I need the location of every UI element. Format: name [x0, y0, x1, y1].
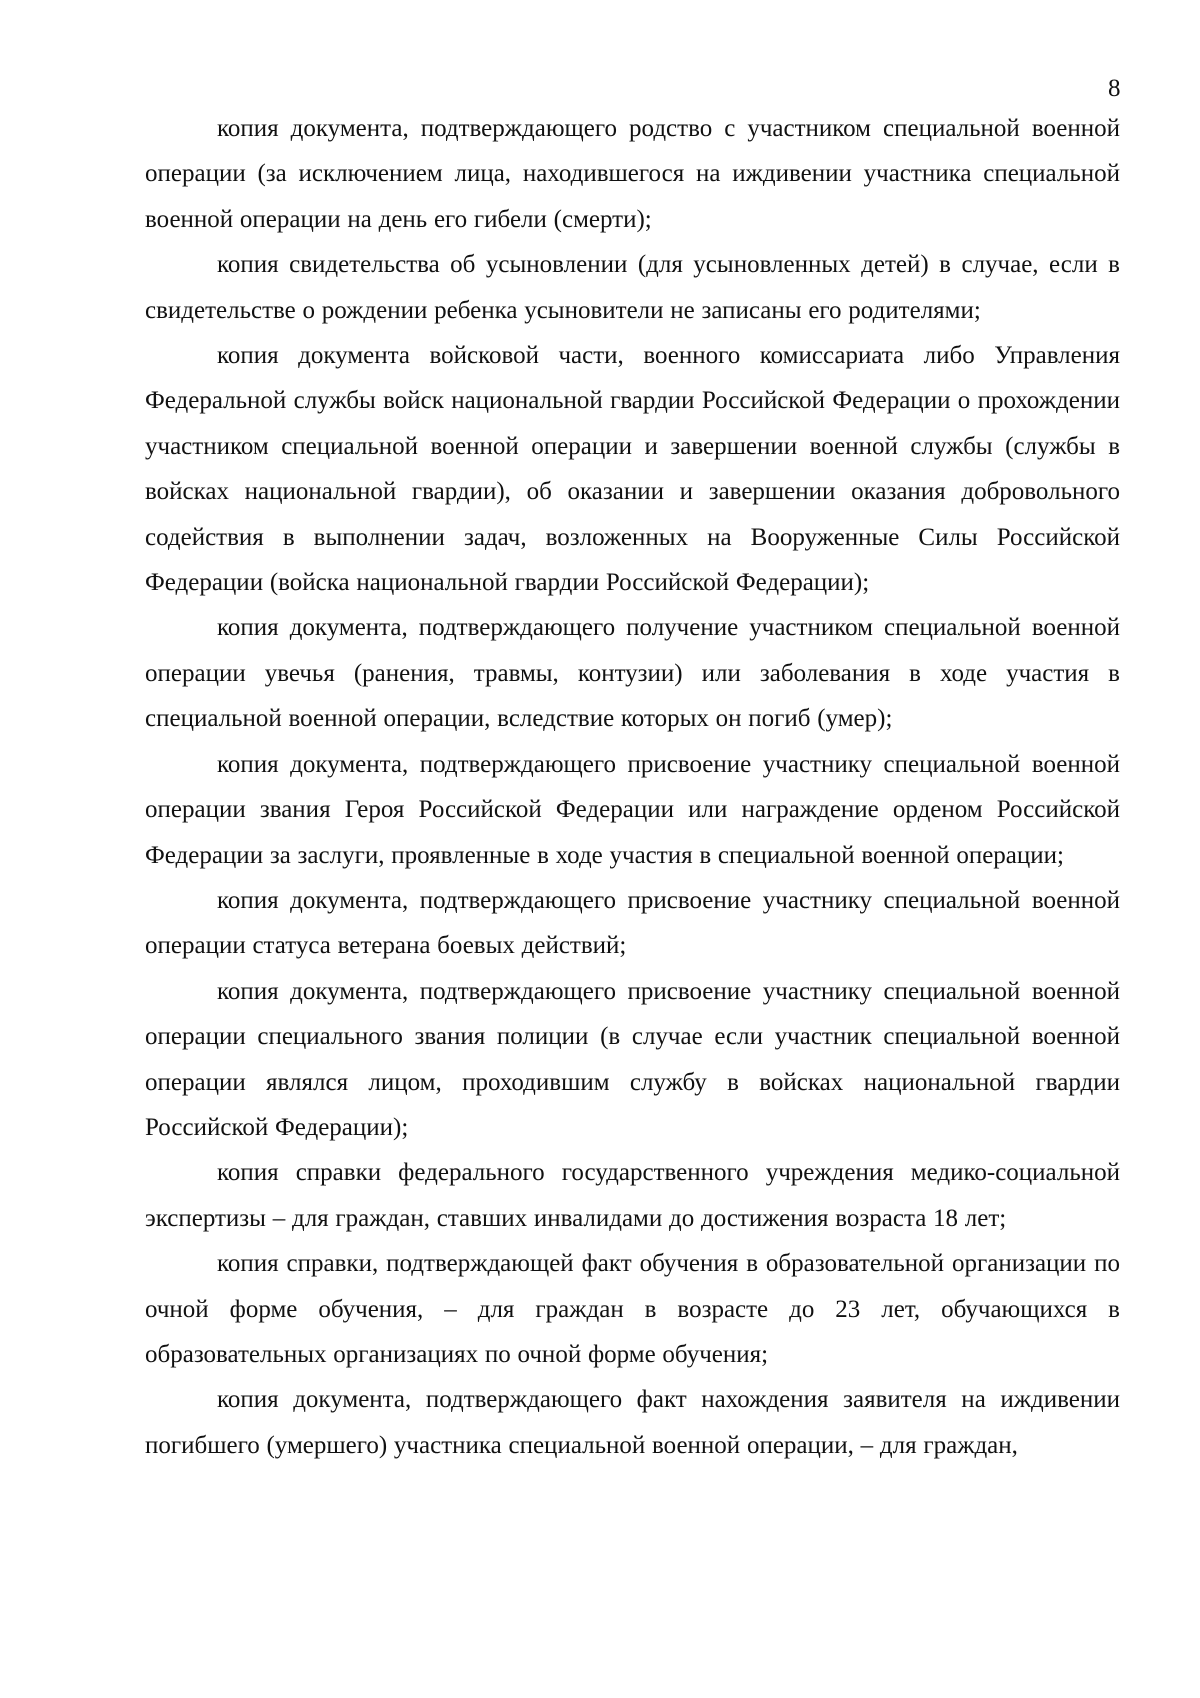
paragraph-adoption-certificate: копия свидетельства об усыновлении (для усыновленных детей) в случае, если в свидетельстве о рождении ребенка усыновители не записаны его родителями; [145, 251, 1120, 324]
paragraph-injury-document: копия документа, подтверждающего получение участником специальной военной операции увечья (ранения, травмы, контузии) или заболевания в ходе участия в специальной военной операции, вследствие которых он погиб (умер); [145, 614, 1120, 733]
paragraph-veteran-status-document: копия документа, подтверждающего присвоение участнику специальной военной операции статуса ветерана боевых действий; [145, 886, 1120, 960]
page-number: 8 [1108, 75, 1121, 102]
paragraph-disability-certificate: копия справки федерального государственного учреждения медико-социальной экспертизы – для граждан, ставших инвалидами до достижения возраста 18 лет; [145, 1159, 1120, 1232]
document-body [145, 106, 1120, 1468]
paragraph-education-certificate: копия справки, подтверждающей факт обучения в образовательной организации по очной форме обучения, – для граждан в возрасте до 23 лет, обучающихся в образовательных организациях по очной форме обучения; [145, 1250, 1120, 1368]
paragraph-kinship-document: копия документа, подтверждающего родство с участником специальной военной операции (за исключением лица, находившегося на иждивении участника специальной военной операции на день его гибели (смерти); [145, 115, 1120, 233]
paragraph-hero-award-document: копия документа, подтверждающего присвоение участнику специальной военной операции звания Героя Российской Федерации или награждение орденом Российской Федерации за заслуги, проявленные в ходе участия в специальной военной операции; [145, 750, 1120, 869]
paragraph-dependency-document: копия документа, подтверждающего факт нахождения заявителя на иждивении погибшего (умершего) участника специальной военной операции, – для граждан, [145, 1386, 1120, 1459]
paragraph-military-service-document: копия документа войсковой части, военного комиссариата либо Управления Федеральной службы войск национальной гвардии Российской Федерации о прохождении участником специальной военной операции и завершении военной службы (службы в войсках национальной гвардии), об оказании и завершении оказания добровольного содействия в выполнении задач, возложенных на Вооруженные Силы Российской Федерации (войска национальной гвардии Российской Федерации); [145, 342, 1120, 597]
paragraph-police-rank-document: копия документа, подтверждающего присвоение участнику специальной военной операции специального звания полиции (в случае если участник специальной военной операции являлся лицом, проходившим службу в войсках национальной гвардии Российской Федерации); [145, 977, 1120, 1141]
